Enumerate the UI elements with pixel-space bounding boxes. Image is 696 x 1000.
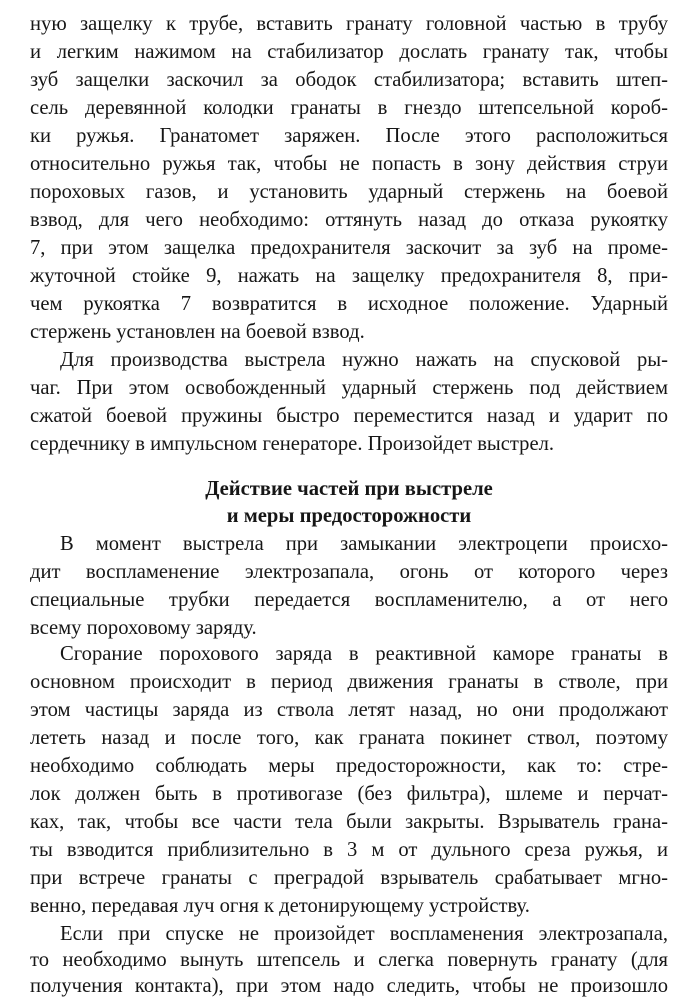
text-line: необходимо соблюдать меры предосторожности, как то: стре- (30, 755, 668, 777)
text-line: жуточной стойке 9, нажать на защелку предохранителя 8, при- (30, 265, 668, 287)
section-heading-line1: Действие частей при выстреле (205, 478, 493, 500)
text-line: Для производства выстрела нужно нажать на спусковой ры- (60, 349, 668, 371)
text-line: относительно ружья так, чтобы не попасть в зону действия струи (30, 153, 668, 175)
text-line: дит воспламенение электрозапала, огонь от которого через (30, 561, 668, 583)
text-line: чем рукоятка 7 возвратится в исходное положение. Ударный (30, 293, 668, 315)
text-line: всему пороховому заряду. (30, 617, 257, 639)
text-line: сель деревянной колодки гранаты в гнездо штепсельной короб- (30, 97, 668, 119)
text-line: 7, при этом защелка предохранителя заскочит за зуб на проме- (30, 237, 668, 259)
text-line: ки ружья. Гранатомет заряжен. После этого расположиться (30, 125, 668, 147)
text-line: ты взводится приблизительно в 3 м от дульного среза ружья, и (30, 839, 668, 861)
text-line: венно, передавая луч огня к детонирующему устройству. (30, 895, 530, 917)
text-line: основном происходит в период движения гранаты в стволе, при (30, 671, 668, 693)
text-line: ках, так, чтобы все части тела были закрыты. Взрыватель грана- (30, 811, 668, 833)
text-line: взвод, для чего необходимо: оттянуть назад до отказа рукоятку (30, 209, 668, 231)
text-line: и легким нажимом на стабилизатор дослать гранату так, чтобы (30, 41, 668, 63)
text-line: Если при спуске не произойдет воспламенения электрозапала, (60, 923, 668, 945)
text-line: стержень установлен на боевой взвод. (30, 321, 365, 343)
text-line: лок должен быть в противогазе (без фильтра), шлеме и перчат- (30, 783, 668, 805)
text-line: специальные трубки передается воспламенителю, а от него (30, 589, 668, 611)
text-line: лететь назад и после того, как граната покинет ствол, поэтому (30, 727, 668, 749)
text-line: ную защелку к трубе, вставить гранату головной частью в трубу (30, 13, 668, 35)
text-line: зуб защелки заскочил за ободок стабилизатора; вставить штеп- (30, 69, 668, 91)
section-heading-line2: и меры предосторожности (226, 505, 472, 527)
text-line: сжатой боевой пружины быстро переместится назад и ударит по (30, 405, 668, 427)
text-line: Сгорание порохового заряда в реактивной каморе гранаты в (60, 643, 668, 665)
text-line: В момент выстрела при замыкании электроцепи происхо- (60, 533, 668, 555)
text-line: сердечнику в импульсном генераторе. Произойдет выстрел. (30, 433, 555, 455)
text-line: пороховых газов, и установить ударный стержень на боевой (30, 181, 668, 203)
text-line: при встрече гранаты с преградой взрыватель срабатывает мгно- (30, 867, 668, 889)
text-line: этом частицы заряда из ствола летят назад, но они продолжают (30, 699, 668, 721)
text-line: то необходимо вынуть штепсель и слегка повернуть гранату (для (30, 949, 668, 971)
text-line: чаг. При этом освобожденный ударный стержень под действием (30, 377, 668, 399)
text-line: получения контакта), при этом надо следить, чтобы не произошло (30, 975, 668, 997)
